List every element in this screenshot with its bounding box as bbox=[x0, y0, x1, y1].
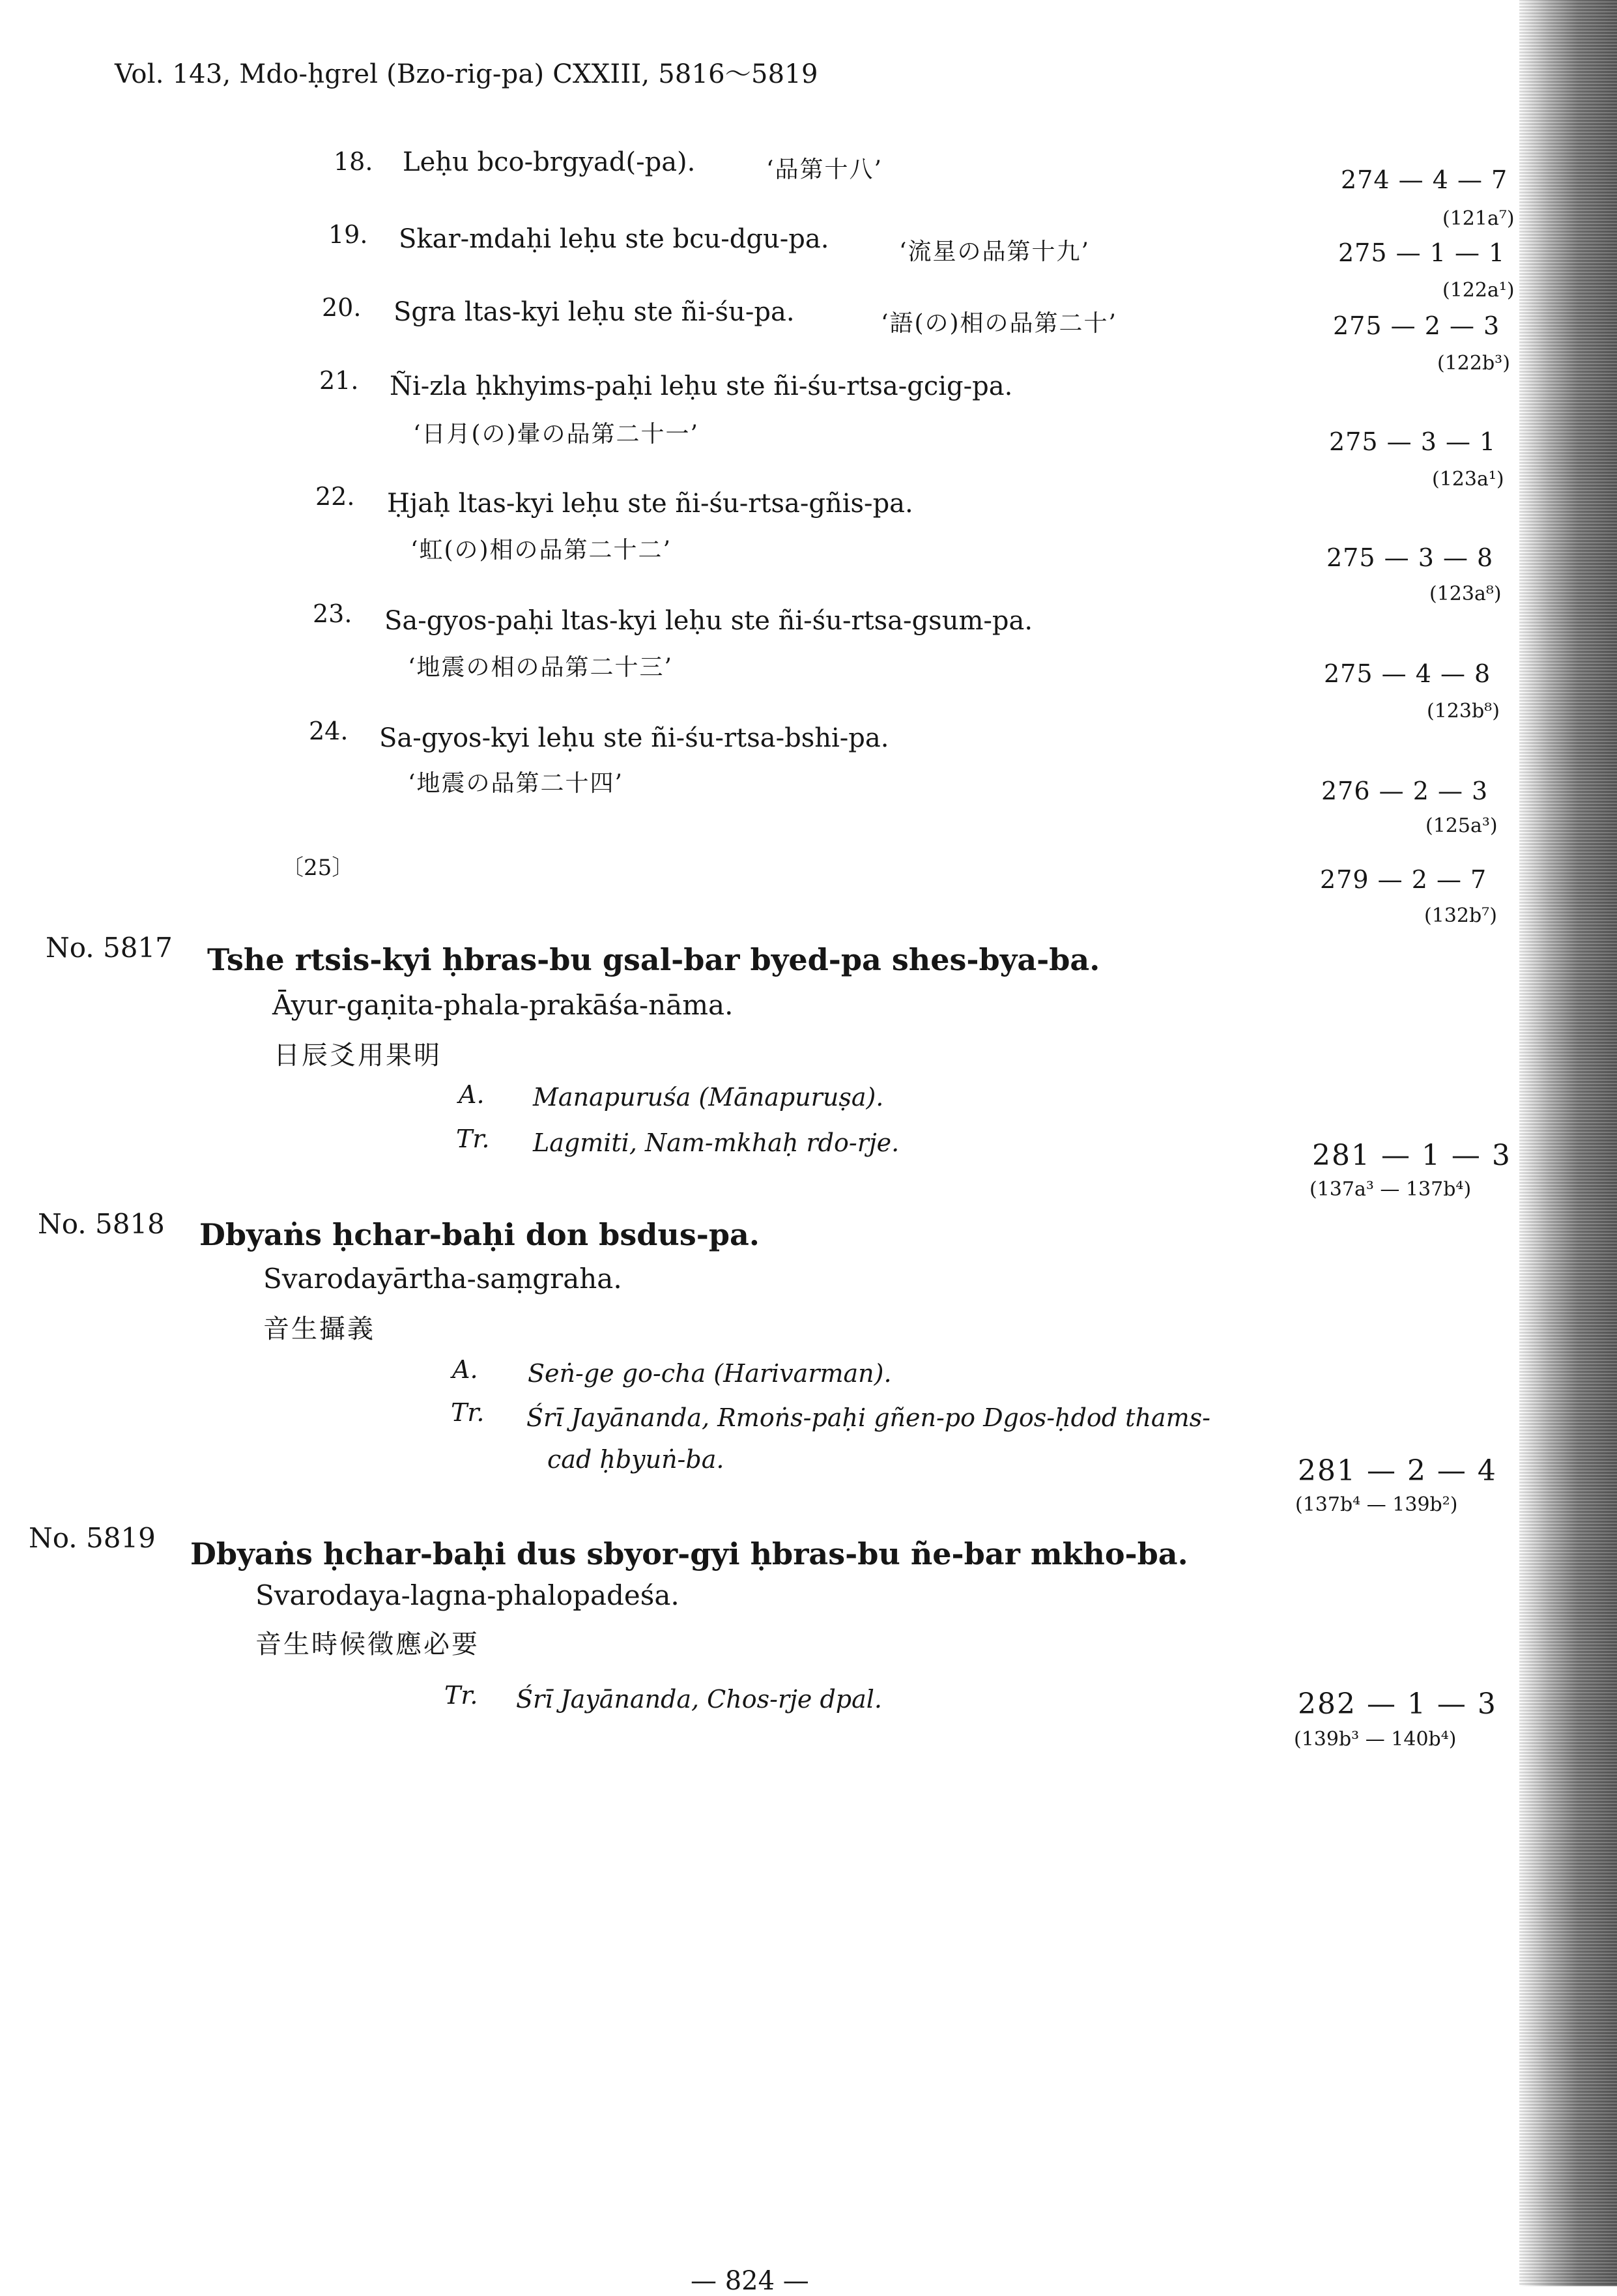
chapter-ref: 274 — 4 — 7 bbox=[1341, 165, 1508, 194]
chapter-title: Leḥu bco-brgyad(-pa). bbox=[403, 147, 696, 177]
scan-shadow-texture bbox=[1519, 0, 1617, 2286]
chapter-number: 18. bbox=[334, 147, 373, 176]
chapter-title: Skar-mdaḥi leḥu ste bcu-dgu-pa. bbox=[399, 224, 829, 254]
translator-label: Tr. bbox=[444, 1681, 478, 1710]
translator-name: Lagmiti, Nam-mkhaḥ rdo-rje. bbox=[533, 1128, 900, 1157]
translator-name: Śrī Jayānanda, Rmoṅs-paḥi gñen-po Dgos-ḥdod thams- bbox=[526, 1403, 1210, 1432]
chapter-japanese: ‘地震の品第二十四’ bbox=[408, 770, 623, 797]
sanskrit-title: Āyur-gaṇita-phala-prakāśa-nāma. bbox=[272, 989, 734, 1021]
chapter-number: 19. bbox=[328, 220, 368, 249]
chapter-folio: (125a³) bbox=[1425, 814, 1498, 837]
chapter-ref: 275 — 3 — 1 bbox=[1329, 427, 1496, 456]
entry-folio: (137b⁴ — 139b²) bbox=[1295, 1493, 1458, 1516]
chapter-number: 22. bbox=[315, 482, 355, 511]
author-label: A. bbox=[452, 1355, 478, 1384]
chapter-title: Sa-gyos-paḥi ltas-kyi leḥu ste ñi-śu-rtsa-gsum-pa. bbox=[384, 606, 1033, 636]
chapter-ref: 275 — 4 — 8 bbox=[1324, 659, 1491, 688]
entry-title: Tshe rtsis-kyi ḥbras-bu gsal-bar byed-pa shes-bya-ba. bbox=[207, 942, 1100, 977]
chapter-japanese: ‘虹(の)相の品第二十二’ bbox=[410, 537, 672, 564]
author-label: A. bbox=[459, 1080, 485, 1109]
entry-ref: 281 — 2 — 4 bbox=[1298, 1454, 1497, 1487]
chapter-ref: 275 — 1 — 1 bbox=[1338, 238, 1506, 267]
chapter-japanese: ‘流星の品第十九’ bbox=[899, 238, 1090, 265]
sanskrit-title: Svarodayārtha-saṃgraha. bbox=[263, 1263, 622, 1295]
chinese-title: 音生時候徵應必要 bbox=[255, 1629, 479, 1659]
bracket-folio: (132b⁷) bbox=[1424, 904, 1497, 927]
chapter-number: 21. bbox=[319, 366, 359, 395]
bracket-item: 〔25〕 bbox=[281, 855, 354, 881]
chinese-title: 音生攝義 bbox=[263, 1314, 375, 1344]
chapter-title: Ñi-zla ḥkhyims-paḥi leḥu ste ñi-śu-rtsa-gcig-pa. bbox=[390, 371, 1013, 401]
chapter-ref: 276 — 2 — 3 bbox=[1321, 777, 1489, 805]
chapter-title: Ḥjaḥ ltas-kyi leḥu ste ñi-śu-rtsa-gñis-pa. bbox=[387, 489, 913, 519]
chapter-title: Sa-gyos-kyi leḥu ste ñi-śu-rtsa-bshi-pa. bbox=[379, 723, 889, 753]
chapter-folio: (123b⁸) bbox=[1427, 700, 1500, 723]
chapter-number: 24. bbox=[309, 717, 349, 745]
chapter-folio: (122b³) bbox=[1437, 352, 1510, 375]
chapter-number: 20. bbox=[322, 293, 362, 322]
entry-folio: (139b³ — 140b⁴) bbox=[1294, 1728, 1457, 1751]
entry-number: No. 5818 bbox=[38, 1208, 165, 1240]
entry-folio: (137a³ — 137b⁴) bbox=[1309, 1178, 1472, 1201]
chapter-folio: (122a¹) bbox=[1442, 279, 1515, 302]
translator-label: Tr. bbox=[456, 1125, 490, 1153]
chapter-ref: 275 — 2 — 3 bbox=[1333, 311, 1500, 340]
chapter-japanese: ‘地震の相の品第二十三’ bbox=[408, 654, 673, 681]
translator-name-continued: cad ḥbyuṅ-ba. bbox=[547, 1445, 724, 1474]
chinese-title: 日辰爻用果明 bbox=[274, 1040, 442, 1070]
chapter-japanese: ‘日月(の)暈の品第二十一’ bbox=[413, 421, 699, 448]
entry-number: No. 5817 bbox=[46, 932, 173, 964]
author-name: Manapuruśa (Mānapuruṣa). bbox=[533, 1083, 884, 1112]
bracket-ref: 279 — 2 — 7 bbox=[1320, 865, 1487, 894]
chapter-folio: (123a⁸) bbox=[1429, 582, 1502, 605]
entry-title: Dbyaṅs ḥchar-baḥi don bsdus-pa. bbox=[199, 1217, 760, 1252]
entry-ref: 281 — 1 — 3 bbox=[1312, 1139, 1511, 1172]
author-name: Seṅ-ge go-cha (Harivarman). bbox=[528, 1359, 892, 1388]
sanskrit-title: Svarodaya-lagna-phalopadeśa. bbox=[255, 1579, 680, 1611]
chapter-title: Sgra ltas-kyi leḥu ste ñi-śu-pa. bbox=[394, 297, 795, 327]
chapter-folio: (123a¹) bbox=[1432, 468, 1504, 491]
translator-label: Tr. bbox=[451, 1398, 485, 1427]
entry-ref: 282 — 1 — 3 bbox=[1298, 1687, 1497, 1721]
chapter-ref: 275 — 3 — 8 bbox=[1326, 543, 1494, 572]
entry-number: No. 5819 bbox=[29, 1522, 156, 1554]
chapter-japanese: ‘語(の)相の品第二十’ bbox=[881, 310, 1117, 337]
page-number: — 824 — bbox=[691, 2266, 809, 2296]
chapter-folio: (121a⁷) bbox=[1442, 207, 1515, 230]
running-header: Vol. 143, Mdo-ḥgrel (Bzo-rig-pa) CXXIII, 5816～5819 bbox=[115, 59, 818, 89]
chapter-japanese: ‘品第十八’ bbox=[766, 156, 883, 183]
translator-name: Śrī Jayānanda, Chos-rje dpal. bbox=[516, 1685, 883, 1714]
entry-title: Dbyaṅs ḥchar-baḥi dus sbyor-gyi ḥbras-bu ñe-bar mkho-ba. bbox=[190, 1536, 1188, 1571]
chapter-number: 23. bbox=[313, 599, 352, 628]
